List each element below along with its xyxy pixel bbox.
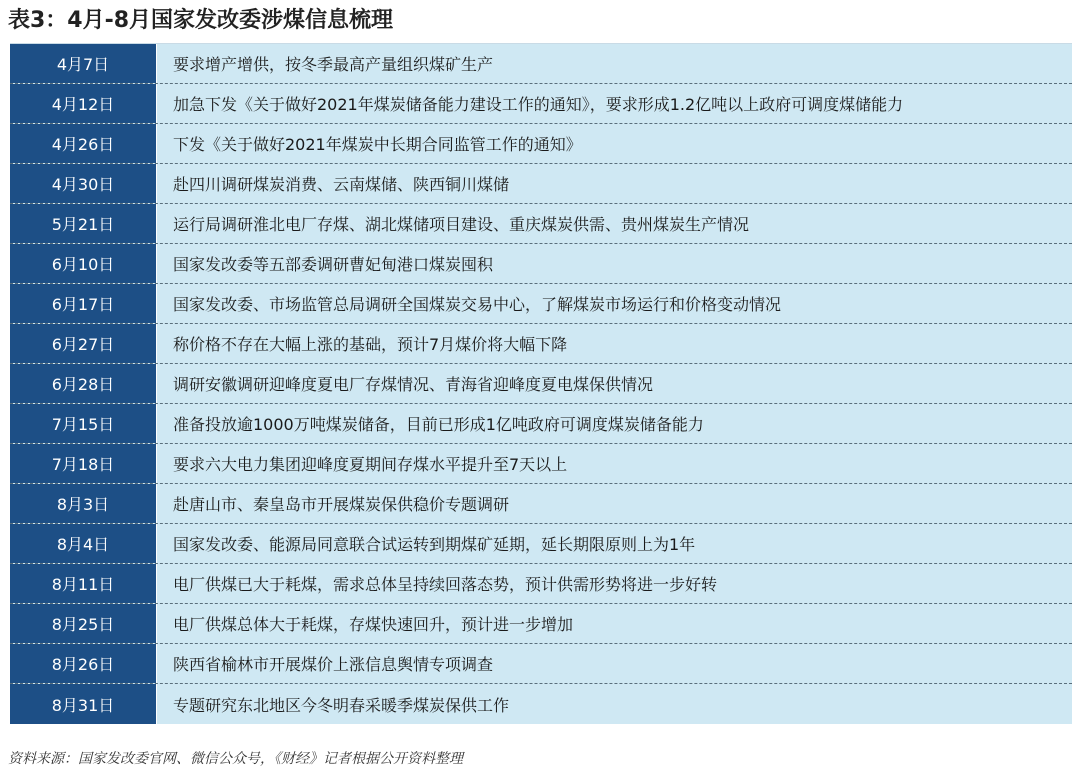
date-cell: 6月27日 — [10, 324, 157, 363]
content-cell: 加急下发《关于做好2021年煤炭储备能力建设工作的通知》，要求形成1.2亿吨以上政府可调度煤储能力 — [173, 95, 904, 114]
table-row — [10, 244, 1072, 284]
date-cell: 6月28日 — [10, 364, 157, 403]
content-cell: 赴唐山市、秦皇岛市开展煤炭保供稳价专题调研 — [173, 495, 510, 514]
table-row — [10, 444, 1072, 484]
content-cell: 国家发改委、能源局同意联合试运转到期煤矿延期，延长期限原则上为1年 — [173, 535, 696, 554]
content-cell: 赴四川调研煤炭消费、云南煤储、陕西铜川煤储 — [173, 175, 510, 194]
content-cell: 国家发改委等五部委调研曹妃甸港口煤炭囤积 — [173, 255, 494, 274]
date-cell: 7月18日 — [10, 444, 157, 483]
content-cell: 要求六大电力集团迎峰度夏期间存煤水平提升至7天以上 — [173, 455, 568, 474]
content-cell: 准备投放逾1000万吨煤炭储备，目前已形成1亿吨政府可调度煤炭储备能力 — [173, 415, 704, 434]
date-cell: 8月4日 — [10, 524, 157, 563]
table-row — [10, 564, 1072, 604]
date-cell: 4月26日 — [10, 124, 157, 163]
table-row — [10, 44, 1072, 84]
content-cell: 专题研究东北地区今冬明春采暖季煤炭保供工作 — [173, 695, 510, 715]
content-cell: 陕西省榆林市开展煤价上涨信息舆情专项调查 — [173, 655, 494, 674]
table-row — [10, 604, 1072, 644]
content-cell: 运行局调研淮北电厂存煤、湖北煤储项目建设、重庆煤炭供需、贵州煤炭生产情况 — [173, 215, 750, 234]
content-cell: 电厂供煤总体大于耗煤，存煤快速回升，预计进一步增加 — [173, 615, 574, 634]
content-cell: 要求增产增供，按冬季最高产量组织煤矿生产 — [173, 55, 494, 74]
date-cell: 4月12日 — [10, 84, 157, 123]
table-row — [10, 284, 1072, 324]
date-cell: 4月7日 — [10, 44, 157, 83]
table-row — [10, 484, 1072, 524]
date-cell: 7月15日 — [10, 404, 157, 443]
date-cell: 8月25日 — [10, 604, 157, 643]
content-cell: 国家发改委、市场监管总局调研全国煤炭交易中心，了解煤炭市场运行和价格变动情况 — [173, 295, 782, 314]
table-row — [10, 204, 1072, 244]
policy-table — [10, 43, 1072, 724]
table-row — [10, 124, 1072, 164]
table-title: 表3：4月-8月国家发改委涉煤信息梳理 — [8, 8, 394, 33]
table-row — [10, 404, 1072, 444]
table-row — [10, 324, 1072, 364]
content-cell: 称价格不存在大幅上涨的基础，预计7月煤价将大幅下降 — [173, 335, 568, 354]
table-row — [10, 84, 1072, 124]
date-cell: 8月26日 — [10, 644, 157, 683]
date-cell: 5月21日 — [10, 204, 157, 243]
table-row — [10, 524, 1072, 564]
date-cell: 8月11日 — [10, 564, 157, 603]
date-cell: 6月10日 — [10, 244, 157, 283]
table-row — [10, 644, 1072, 684]
content-cell: 电厂供煤已大于耗煤，需求总体呈持续回落态势，预计供需形势将进一步好转 — [173, 575, 718, 594]
date-cell: 8月31日 — [10, 684, 157, 724]
table-row — [10, 364, 1072, 404]
content-cell: 下发《关于做好2021年煤炭中长期合同监管工作的通知》 — [173, 135, 582, 154]
date-cell: 6月17日 — [10, 284, 157, 323]
date-cell: 4月30日 — [10, 164, 157, 203]
content-cell: 调研安徽调研迎峰度夏电厂存煤情况、青海省迎峰度夏电煤保供情况 — [173, 375, 654, 394]
table-row — [10, 684, 1072, 724]
date-cell: 8月3日 — [10, 484, 157, 523]
source-note: 资料来源：国家发改委官网、微信公众号，《财经》记者根据公开资料整理 — [8, 751, 463, 767]
table-row — [10, 164, 1072, 204]
